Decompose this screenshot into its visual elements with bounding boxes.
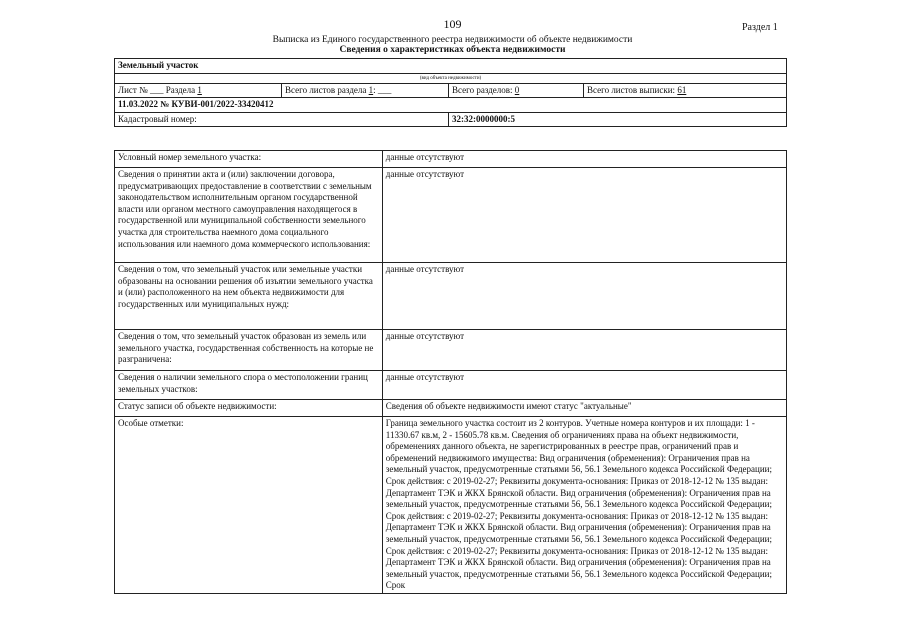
row-value: данные отсутствуют — [382, 168, 786, 263]
table-row — [115, 151, 787, 168]
cadastral-value: 32:32:0000000:5 — [449, 112, 787, 127]
total-sheets-label: Всего листов выписки: — [587, 84, 676, 95]
sheet-info-row — [115, 83, 787, 98]
object-type-row — [115, 59, 787, 74]
document-subtitle: Сведения о характеристиках объекта недвижимости — [339, 45, 566, 55]
row-value: данные отсутствуют — [382, 371, 786, 400]
object-type: Земельный участок — [115, 59, 787, 74]
row-value: Граница земельного участка состоит из 2 контуров. Учетные номера контуров и их площади: 1 - 11330.67 кв.м, 2 - 15605.78 кв.м. Сведения об ограничениях права на объект недвижимости, обременениях данного объекта, не зарегистрированных в реестре прав, ограничений прав и обременений недвижимого имущества: Вид ограничения (обременения): Ограничения прав на земельный участок, предусмотренные статьями 56, 56.1 Земельного кодекса Российской Федерации; Срок действия: с 2019-02-27; Реквизиты документа-основания: Приказ от 2018-12-12 № 135 выдан: Департамент ТЭК и ЖКХ Брянской области. Вид ограничения (обременения): Ограничения прав на земельный участок, предусмотренные статьями 56, 56.1 Земельного кодекса Российской Федерации; Срок действия: с 2019-02-27; Реквизиты документа-основания: Приказ от 2018-12-12 № 135 выдан: Департамент ТЭК и ЖКХ Брянской области. Вид ограничения (обременения): Ограничения прав на земельный участок, предусмотренные статьями 56, 56.1 Земельного кодекса Российской Федерации; Срок действия: с 2019-02-27; Реквизиты документа-основания: Приказ от 2018-12-12 № 135 выдан: Департамент ТЭК и ЖКХ Брянской области. Вид ограничения (обременения): Ограничения прав на земельный участок, предусмотренные статьями 56, 56.1 Земельного кодекса Российской Федерации; Срок — [382, 417, 786, 594]
total-sheets-cell — [584, 83, 787, 98]
sheet-value: ___ — [149, 84, 164, 95]
row-label: Сведения о том, что земельный участок образован из земель или земельного участка, государственная собственность на которые не разграничена: — [115, 330, 383, 371]
cadastral-label: Кадастровый номер: — [115, 112, 449, 127]
row-label: Особые отметки: — [115, 417, 383, 594]
row-value: данные отсутствуют — [382, 263, 786, 330]
section-part-value: 1 — [197, 84, 202, 95]
total-sheets-section-value: 1 — [368, 84, 374, 95]
table-row — [115, 417, 787, 594]
doc-id: 11.03.2022 № КУВИ-001/2022-33420412 — [115, 98, 787, 113]
total-sheets-section-blank: ___ — [377, 84, 392, 95]
table-row — [115, 371, 787, 400]
row-label: Сведения о принятии акта и (или) заключении договора, предусматривающих предоставление в соответствии с земельным законодательством исполнительным органом государственной власти или органом местного самоуправления находящегося в государственной или муниципальной собственности земельного участка для строительства наемного дома социального использования или наемного дома коммерческого использования: — [115, 168, 383, 263]
object-type-hint-row — [115, 73, 787, 83]
total-sheets-section-label: Всего листов раздела — [285, 84, 367, 95]
table-row — [115, 263, 787, 330]
section-part-label: Раздела — [165, 84, 196, 95]
total-sections-value: 0 — [514, 84, 520, 95]
total-sheets-value: 61 — [677, 84, 687, 95]
row-label: Условный номер земельного участка: — [115, 151, 383, 168]
table-row — [115, 168, 787, 263]
sheet-number-cell — [115, 83, 282, 98]
row-label: Статус записи об объекте недвижимости: — [115, 400, 383, 417]
row-label: Сведения о том, что земельный участок или земельные участки образованы на основании решения об изъятии земельного участка и (или) расположенного на нем объекта недвижимости для государственных или муниципальных нужд: — [115, 263, 383, 330]
row-value: данные отсутствуют — [382, 151, 786, 168]
object-type-hint: (вид объекта недвижимости) — [115, 73, 787, 83]
header-table — [114, 58, 787, 127]
page-number: 109 — [443, 17, 462, 31]
total-sections-label: Всего разделов: — [452, 84, 513, 95]
document-title: Выписка из Единого государственного реестра недвижимости об объекте недвижимости — [272, 35, 633, 45]
sheet-label: Лист № — [118, 84, 148, 95]
section-label: Раздел 1 — [742, 22, 778, 33]
characteristics-table — [114, 150, 787, 594]
table-row — [115, 400, 787, 417]
row-value: Сведения об объекте недвижимости имеют статус "актуальные" — [382, 400, 786, 417]
total-sheets-section-cell: Всего листов раздела 1: ___ — [282, 83, 449, 98]
row-label: Сведения о наличии земельного спора о местоположении границ земельных участков: — [115, 371, 383, 400]
row-value: данные отсутствуют — [382, 330, 786, 371]
doc-id-row — [115, 98, 787, 113]
cadastral-row — [115, 112, 787, 127]
table-row — [115, 330, 787, 371]
total-sections-cell — [449, 83, 584, 98]
